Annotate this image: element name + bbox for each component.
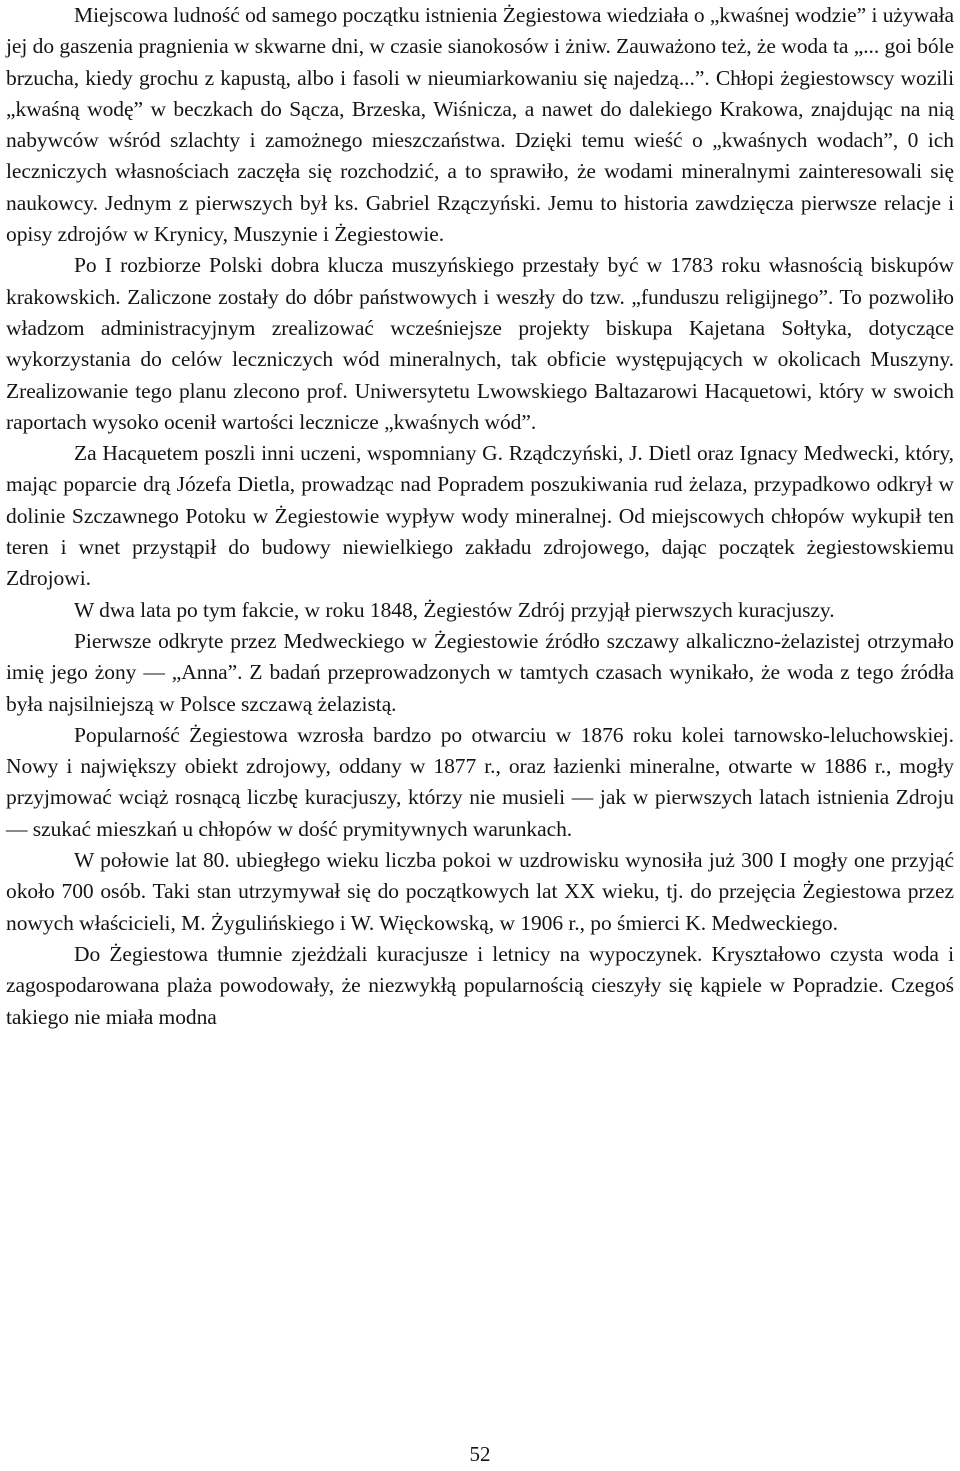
paragraph-1: Miejscowa ludność od samego początku istnienia Żegiestowa wiedziała o „kwaśnej wodzie” i używała jej do gaszenia pragnienia w skwarne dni, w czasie sianokosów i żniw. Zauważono też, że woda ta „... goi bóle brzucha, kiedy grochu z kapustą, albo i fasoli w nieumiarkowaniu się najedzą...”. Chłopi żegiestowscy wozili „kwaśną wodę” w beczkach do Sącza, Brzeska, Wiśnicza, a nawet do dalekiego Krakowa, znajdując na nią nabywców wśród szlachty i zamożnego mieszczaństwa. Dzięki temu wieść o „kwaśnych wodach”, 0 ich leczniczych własnościach zaczęła się rozchodzić, a to sprawiło, że wodami mineralnymi zainteresowali się naukowcy. Jednym z pierwszych był ks. Gabriel Rzączyński. Jemu to historia zawdzięcza pierwsze relacje i opisy zdrojów w Krynicy, Muszynie i Żegiestowie. bbox=[6, 3, 954, 247]
body-text bbox=[6, 0, 954, 1033]
paragraph-2: Po I rozbiorze Polski dobra klucza muszyńskiego przestały być w 1783 roku własnością biskupów krakowskich. Zaliczone zostały do dóbr państwowych i weszły do tzw. „funduszu religijnego”. To pozwoliło władzom administracyjnym zrealizować wcześniejsze projekty biskupa Kajetana Sołtyka, dotyczące wykorzystania do celów leczniczych wód mineralnych, tak obficie występujących w okolicach Muszyny. Zrealizowanie tego planu zlecono prof. Uniwersytetu Lwowskiego Baltazarowi Hacąuetowi, który w swoich raportach wysoko ocenił wartości lecznicze „kwaśnych wód”. bbox=[6, 253, 954, 434]
paragraph-3: Za Hacąuetem poszli inni uczeni, wspomniany G. Rządczyński, J. Dietl oraz Ignacy Medwecki, który, mając poparcie drą Józefa Dietla, prowadząc nad Popradem poszukiwania rud żelaza, przypadkowo odkrył w dolinie Szczawnego Potoku w Żegiestowie wypływ wody mineralnej. Od miejscowych chłopów wykupił ten teren i wnet przystąpił do budowy niewielkiego zakładu zdrojowego, dając początek żegiestowskiemu Zdrojowi. bbox=[6, 441, 954, 591]
paragraph-7: W połowie lat 80. ubiegłego wieku liczba pokoi w uzdrowisku wynosiła już 300 I mogły one przyjąć około 700 osób. Taki stan utrzymywał się do początkowych lat XX wieku, tj. do przejęcia Żegiestowa przez nowych właścicieli, M. Żygulińskiego i W. Więckowską, w 1906 r., po śmierci K. Medweckiego. bbox=[6, 848, 954, 935]
paragraph-8: Do Żegiestowa tłumnie zjeżdżali kuracjusze i letnicy na wypoczynek. Kryształowo czysta woda i zagospodarowana plaża powodowały, że niezwykłą popularnością cieszyły się kąpiele w Popradzie. Czegoś takiego nie miała modna bbox=[6, 941, 954, 1029]
paragraph-6: Popularność Żegiestowa wzrosła bardzo po otwarciu w 1876 roku kolei tarnowsko-leluchowskiej. Nowy i największy obiekt zdrojowy, oddany w 1877 r., oraz łazienki mineralne, otwarte w 1886 r., mogły przyjmować wciąż rosnącą liczbę kuracjuszy, którzy nie musieli — jak w pierwszych latach istnienia Zdroju — szukać mieszkań u chłopów w dość prymitywnych warunkach. bbox=[6, 722, 954, 841]
document-page bbox=[6, 0, 954, 1033]
page-number: 52 bbox=[469, 1442, 491, 1466]
paragraph-4: W dwa lata po tym fakcie, w roku 1848, Żegiestów Zdrój przyjął pierwszych kuracjuszy. bbox=[74, 597, 835, 622]
paragraph-5: Pierwsze odkryte przez Medweckiego w Żegiestowie źródło szczawy alkaliczno-żelazistej otrzymało imię jego żony — „Anna”. Z badań przeprowadzonych w tamtych czasach wynikało, że woda z tego źródła była najsilniejszą w Polsce szczawą żelazistą. bbox=[6, 628, 954, 716]
